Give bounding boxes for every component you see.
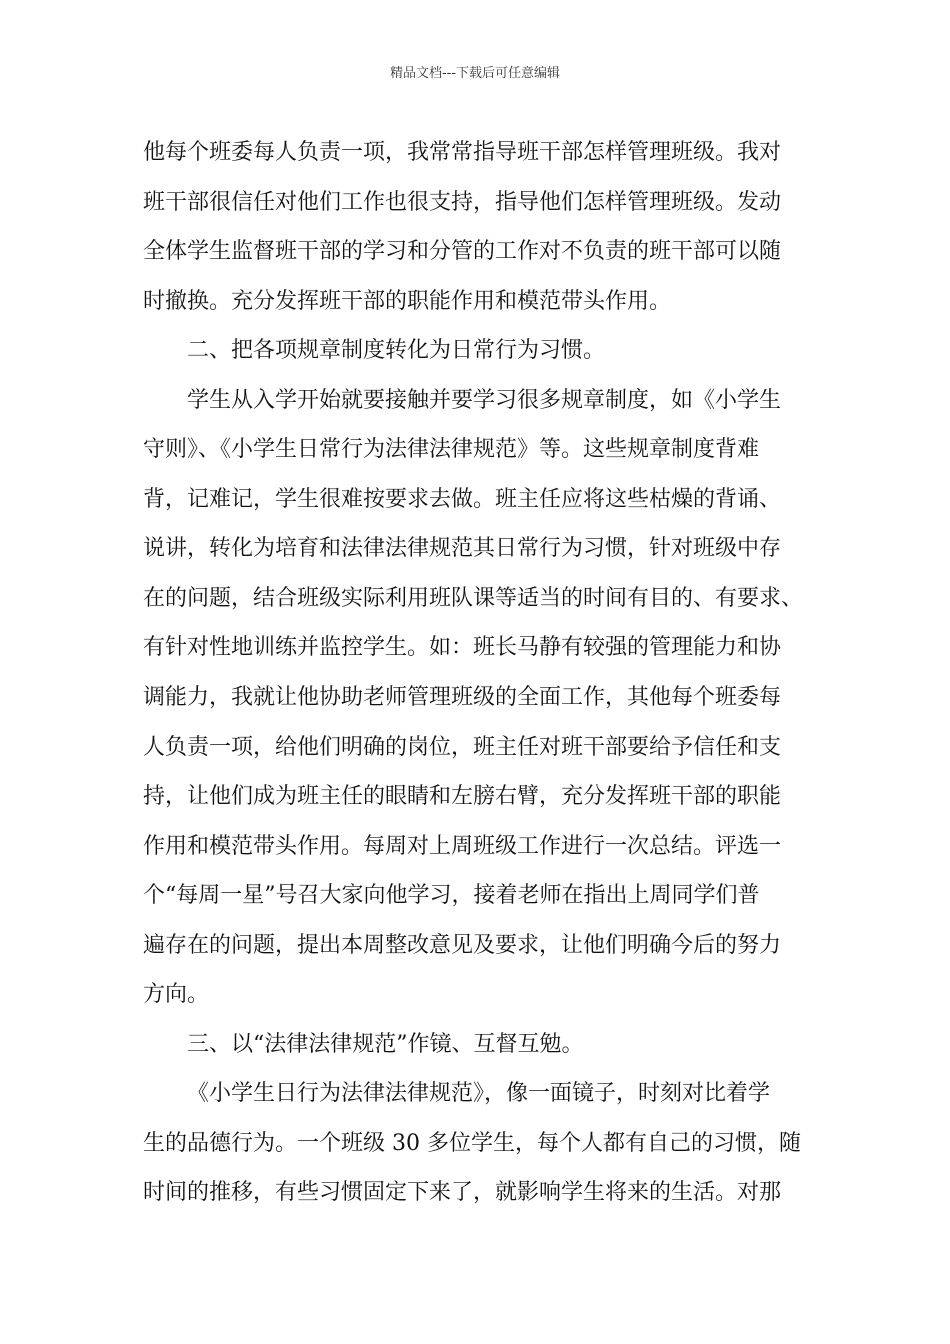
text-line: 持，让他们成为班主任的眼睛和左膀右臂，充分发挥班干部的职能 bbox=[143, 784, 782, 810]
text-line: 个“每周一星”号召大家向他学习，接着老师在指出上周同学们普 bbox=[143, 883, 760, 909]
document-body bbox=[143, 128, 810, 1218]
text-line: 方向。 bbox=[143, 982, 210, 1008]
text-line: 学生从入学开始就要接触并要学习很多规章制度，如《小学生 bbox=[187, 387, 782, 413]
text-line: 守则》、《小学生日常行为法律法律规范》等。这些规章制度背难 bbox=[143, 437, 760, 463]
text-line: 时间的推移，有些习惯固定下来了，就影响学生将来的生活。对那 bbox=[143, 1180, 782, 1206]
text-line: 班干部很信任对他们工作也很支持，指导他们怎样管理班级。发动 bbox=[143, 189, 782, 215]
text-line: 他每个班委每人负责一项，我常常指导班干部怎样管理班级。我对 bbox=[143, 140, 782, 165]
text-line: 作用和模范带头作用。每周对上周班级工作进行一次总结。评选一 bbox=[143, 833, 782, 859]
text-line: 遍存在的问题，提出本周整改意见及要求，让他们明确今后的努力 bbox=[143, 932, 782, 958]
section-heading-3: 三、以“法律法律规范”作镜、互督互勉。 bbox=[187, 1031, 584, 1057]
text-line: 《小学生日行为法律法律规范》，像一面镜子，时刻对比着学 bbox=[187, 1081, 771, 1107]
text-line: 调能力，我就让他协助老师管理班级的全面工作，其他每个班委每 bbox=[143, 685, 782, 711]
text-line: 在的问题，结合班级实际利用班队课等适当的时间有目的、有要求、 bbox=[143, 585, 804, 611]
text-line: 全体学生监督班干部的学习和分管的工作对不负责的班干部可以随 bbox=[143, 239, 782, 265]
text-line: 背，记难记，学生很难按要求去做。班主任应将这些枯燥的背诵、 bbox=[143, 486, 782, 512]
text-line: 生的品德行为。一个班级 30 多位学生，每个人都有自己的习惯，随 bbox=[143, 1130, 801, 1156]
section-heading-2: 二、把各项规章制度转化为日常行为习惯。 bbox=[187, 338, 606, 364]
text-line: 人负责一项，给他们明确的岗位，班主任对班干部要给予信任和支 bbox=[143, 734, 782, 760]
page-header: 精品文档---下载后可任意编辑 bbox=[389, 66, 561, 81]
text-line: 有针对性地训练并监控学生。如：班长马静有较强的管理能力和协 bbox=[143, 635, 782, 661]
text-line: 时撤换。充分发挥班干部的职能作用和模范带头作用。 bbox=[143, 288, 672, 314]
text-line: 说讲，转化为培育和法律法律规范其日常行为习惯，针对班级中存 bbox=[143, 536, 782, 562]
